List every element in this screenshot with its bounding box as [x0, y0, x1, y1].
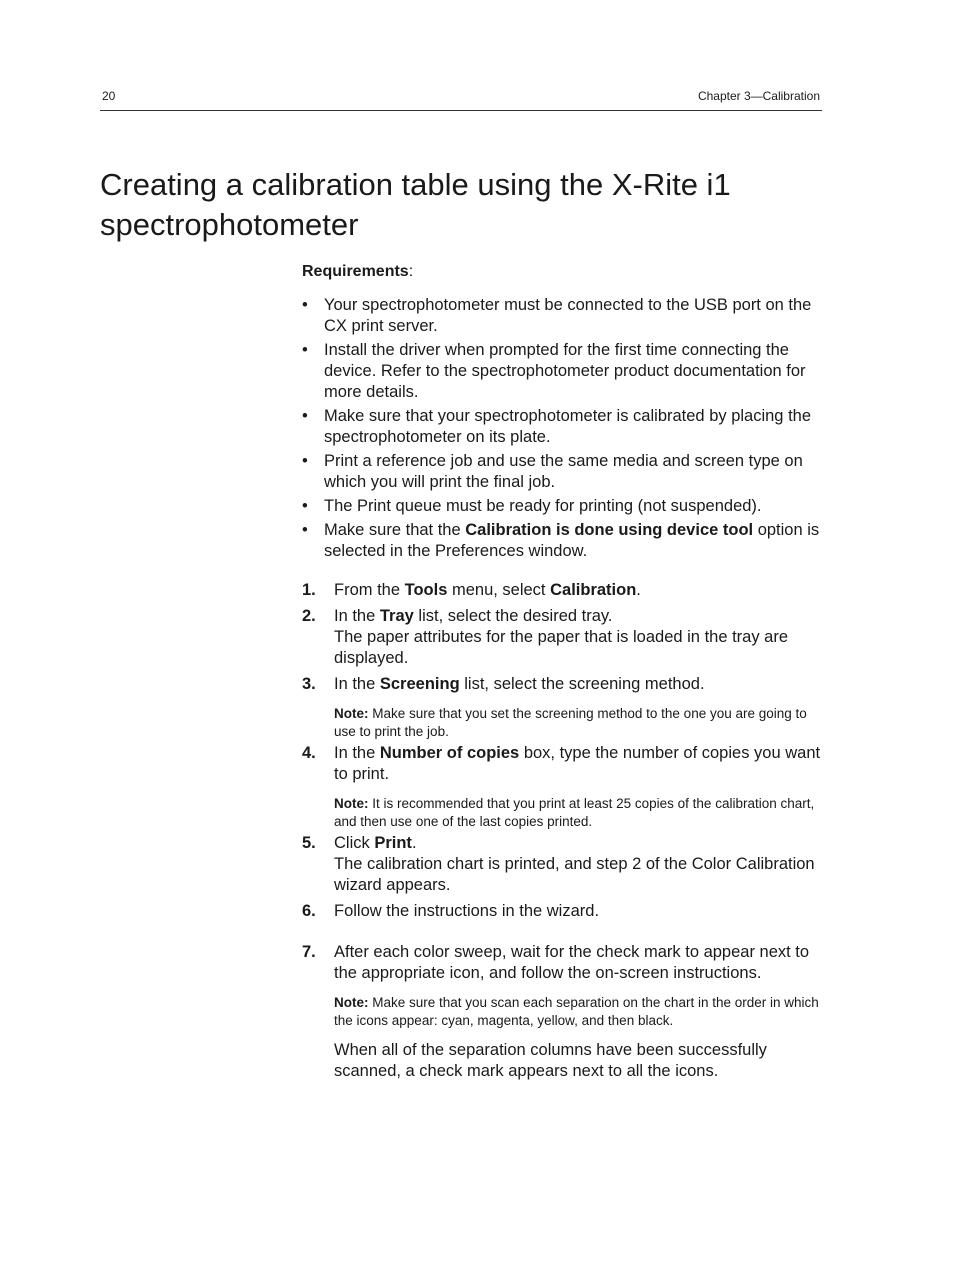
step-item: 2. In the Tray list, select the desired tray. The paper attributes for the paper that is loaded in the tray are displayed.: [302, 606, 832, 669]
step-number: 1.: [302, 581, 316, 599]
note: Note: Make sure that you scan each separation on the chart in the order in which the icons appear: cyan, magenta, yellow, and then black.: [334, 995, 819, 1028]
bullet-icon: •: [302, 497, 308, 515]
bullet-icon: •: [302, 407, 308, 425]
list-item: • The Print queue must be ready for printing (not suspended).: [302, 497, 762, 515]
step-number: 3.: [302, 675, 316, 693]
list-item: • Print a reference job and use the same media and screen type on which you will print the final job.: [302, 452, 803, 491]
step-number: 6.: [302, 902, 316, 920]
step-result: The calibration chart is printed, and step 2 of the Color Calibration wizard appears.: [334, 855, 815, 894]
bullet-icon: •: [302, 341, 308, 359]
note: Note: It is recommended that you print at least 25 copies of the calibration chart, and then use one of the last copies printed.: [334, 796, 815, 829]
list-item: • Make sure that the Calibration is done using device tool option is selected in the Preferences window.: [302, 521, 820, 560]
note: Note: Make sure that you set the screening method to the one you are going to use to print the job.: [334, 706, 807, 739]
step-number: 4.: [302, 744, 316, 762]
page-number: 20: [102, 89, 116, 103]
step-item: 3. In the Screening list, select the screening method. Note: Make sure that you set the screening method to the one you are going to use to print the job.: [302, 674, 832, 741]
step-number: 5.: [302, 834, 316, 852]
step-item: 6. Follow the instructions in the wizard.: [302, 902, 600, 920]
section-title: Creating a calibration table using the X-Rite i1 spectrophotometer: [100, 167, 731, 242]
bullet-icon: •: [302, 521, 308, 539]
bullet-icon: •: [302, 452, 308, 470]
step-result: The paper attributes for the paper that is loaded in the tray are displayed.: [334, 628, 789, 667]
chapter-title: Chapter 3—Calibration: [697, 89, 820, 103]
requirements-heading: Requirements:: [302, 263, 414, 280]
step-item: 1. From the Tools menu, select Calibration.: [302, 581, 641, 599]
bullet-icon: •: [302, 296, 308, 314]
step-item: 5. Click Print. The calibration chart is printed, and step 2 of the Color Calibration wizard appears.: [302, 833, 832, 896]
list-item: • Your spectrophotometer must be connected to the USB port on the CX print server.: [302, 296, 812, 335]
list-item: • Install the driver when prompted for the first time connecting the device. Refer to the spectrophotometer product documentation for more details.: [302, 341, 806, 401]
requirements-list: [302, 295, 826, 565]
step-number: 2.: [302, 607, 316, 625]
step-item: 7. After each color sweep, wait for the check mark to appear next to the appropriate icon, and follow the on-screen instructions. Note: Make sure that you scan each separation on the chart in the order in which the icons appear: cyan, magenta, yellow, and then black. When all of the separation columns have been successfully scanned, a check mark appears next to all the icons.: [302, 942, 832, 1082]
list-item: • Make sure that your spectrophotometer is calibrated by placing the spectrophotometer on its plate.: [302, 407, 812, 446]
page-header: [100, 88, 822, 111]
step-paragraph: When all of the separation columns have been successfully scanned, a check mark appears next to all the icons.: [334, 1041, 767, 1080]
step-item: 4. In the Number of copies box, type the number of copies you want to print. Note: It is recommended that you print at least 25 copies of the calibration chart, and then use one of the last copies printed.: [302, 743, 832, 831]
procedure-steps: [302, 580, 832, 1082]
step-number: 7.: [302, 943, 316, 961]
